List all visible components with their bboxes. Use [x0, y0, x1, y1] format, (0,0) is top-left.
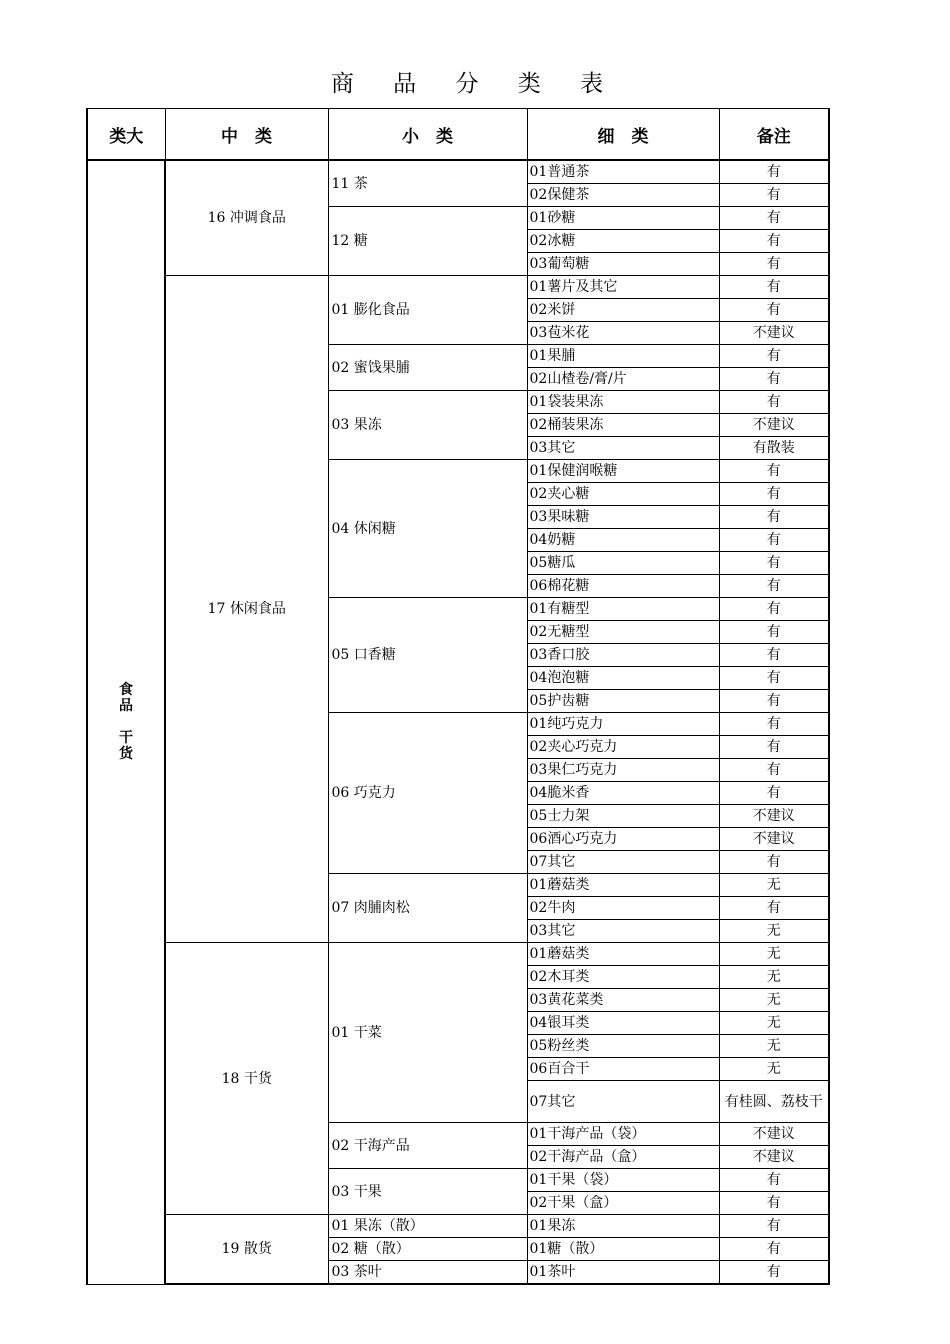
mid-category-19: 19 散货	[165, 1215, 328, 1285]
fine-category: 05士力架	[527, 805, 719, 828]
note-cell: 无	[719, 943, 829, 966]
note-cell: 无	[719, 920, 829, 943]
small-category: 02 蜜饯果脯	[328, 345, 527, 391]
fine-category: 04奶糖	[527, 529, 719, 552]
note-cell: 无	[719, 1035, 829, 1058]
fine-category: 01茶叶	[527, 1261, 719, 1285]
fine-category: 06棉花糖	[527, 575, 719, 598]
mid-category-17: 17 休闲食品	[165, 276, 328, 943]
note-cell: 有	[719, 782, 829, 805]
note-cell: 有	[719, 529, 829, 552]
big-category-char	[88, 714, 164, 730]
big-category-cell	[87, 160, 165, 1284]
small-category: 06 巧克力	[328, 713, 527, 874]
fine-category: 07其它	[527, 851, 719, 874]
table-row	[87, 160, 829, 184]
small-category: 02 糖（散）	[328, 1238, 527, 1261]
table-row	[87, 1215, 829, 1238]
fine-category: 04银耳类	[527, 1012, 719, 1035]
fine-category: 02夹心巧克力	[527, 736, 719, 759]
fine-category: 02木耳类	[527, 966, 719, 989]
page-title: 商 品 分 类 表	[330, 71, 620, 97]
fine-category: 02冰糖	[527, 230, 719, 253]
note-cell: 有	[719, 736, 829, 759]
mid-category-16: 16 冲调食品	[165, 160, 328, 276]
fine-category: 02桶装果冻	[527, 414, 719, 437]
small-category: 12 糖	[328, 207, 527, 276]
mid-category-18: 18 干货	[165, 943, 328, 1215]
fine-category: 01袋装果冻	[527, 391, 719, 414]
note-cell: 有	[719, 621, 829, 644]
note-cell: 有	[719, 184, 829, 207]
fine-category: 02夹心糖	[527, 483, 719, 506]
note-cell: 有	[719, 345, 829, 368]
fine-category: 01干果（袋）	[527, 1169, 719, 1192]
note-cell: 有散装	[719, 437, 829, 460]
note-cell: 有	[719, 483, 829, 506]
note-cell: 不建议	[719, 1146, 829, 1169]
note-cell: 有	[719, 713, 829, 736]
note-cell: 有	[719, 207, 829, 230]
fine-category: 01保健润喉糖	[527, 460, 719, 483]
fine-category: 01果冻	[527, 1215, 719, 1238]
note-cell: 不建议	[719, 1123, 829, 1146]
fine-category: 01纯巧克力	[527, 713, 719, 736]
small-category: 03 茶叶	[328, 1261, 527, 1285]
fine-category: 01干海产品（袋）	[527, 1123, 719, 1146]
fine-category: 03香口胶	[527, 644, 719, 667]
table-row	[87, 276, 829, 299]
fine-category: 02保健茶	[527, 184, 719, 207]
note-cell: 有	[719, 690, 829, 713]
fine-category: 01蘑菇类	[527, 874, 719, 897]
small-category: 07 肉脯肉松	[328, 874, 527, 943]
small-category: 01 膨化食品	[328, 276, 527, 345]
note-cell: 有	[719, 575, 829, 598]
note-cell: 有	[719, 460, 829, 483]
fine-category: 05粉丝类	[527, 1035, 719, 1058]
fine-category: 01砂糖	[527, 207, 719, 230]
fine-category: 06酒心巧克力	[527, 828, 719, 851]
fine-category: 03其它	[527, 920, 719, 943]
note-cell: 有	[719, 299, 829, 322]
note-cell: 有	[719, 506, 829, 529]
small-category: 01 干菜	[328, 943, 527, 1123]
fine-category: 06百合干	[527, 1058, 719, 1081]
header-fine: 细 类	[527, 109, 719, 161]
fine-category: 02干果（盒）	[527, 1192, 719, 1215]
note-cell: 有	[719, 160, 829, 184]
header-big: 类大	[87, 109, 165, 161]
note-cell: 有	[719, 552, 829, 575]
small-category: 02 干海产品	[328, 1123, 527, 1169]
fine-category: 03果味糖	[527, 506, 719, 529]
note-cell: 有桂圆、荔枝干	[719, 1081, 829, 1123]
note-cell: 无	[719, 874, 829, 897]
small-category: 01 果冻（散）	[328, 1215, 527, 1238]
note-cell: 有	[719, 368, 829, 391]
fine-category: 01蘑菇类	[527, 943, 719, 966]
fine-category: 03黄花菜类	[527, 989, 719, 1012]
note-cell: 有	[719, 1169, 829, 1192]
small-category: 03 干果	[328, 1169, 527, 1215]
fine-category: 05护齿糖	[527, 690, 719, 713]
small-category: 05 口香糖	[328, 598, 527, 713]
fine-category: 01糖（散）	[527, 1238, 719, 1261]
note-cell: 有	[719, 1238, 829, 1261]
table-row	[87, 943, 829, 966]
note-cell: 有	[719, 230, 829, 253]
fine-category: 03果仁巧克力	[527, 759, 719, 782]
note-cell: 不建议	[719, 322, 829, 345]
fine-category: 04脆米香	[527, 782, 719, 805]
note-cell: 有	[719, 667, 829, 690]
big-category-char: 品	[119, 698, 133, 715]
note-cell: 有	[719, 1215, 829, 1238]
note-cell: 无	[719, 1058, 829, 1081]
note-cell: 有	[719, 1192, 829, 1215]
category-table	[86, 108, 830, 1285]
fine-category: 01普通茶	[527, 160, 719, 184]
fine-category: 02山楂卷/膏/片	[527, 368, 719, 391]
fine-category: 03苞米花	[527, 322, 719, 345]
fine-category: 03其它	[527, 437, 719, 460]
note-cell: 有	[719, 644, 829, 667]
note-cell: 无	[719, 989, 829, 1012]
header-small: 小 类	[328, 109, 527, 161]
fine-category: 07其它	[527, 1081, 719, 1123]
big-category-char: 干	[119, 730, 133, 747]
note-cell: 有	[719, 391, 829, 414]
note-cell: 有	[719, 253, 829, 276]
header-note: 备注	[719, 109, 829, 161]
note-cell: 有	[719, 276, 829, 299]
table-header-row	[87, 109, 829, 161]
fine-category: 02无糖型	[527, 621, 719, 644]
fine-category: 04泡泡糖	[527, 667, 719, 690]
fine-category: 02牛肉	[527, 897, 719, 920]
header-mid: 中 类	[165, 109, 328, 161]
fine-category: 02米饼	[527, 299, 719, 322]
note-cell: 有	[719, 851, 829, 874]
fine-category: 05糖瓜	[527, 552, 719, 575]
big-category-char: 货	[119, 746, 133, 763]
small-category: 03 果冻	[328, 391, 527, 460]
note-cell: 无	[719, 966, 829, 989]
note-cell: 有	[719, 897, 829, 920]
note-cell: 有	[719, 598, 829, 621]
note-cell: 不建议	[719, 828, 829, 851]
fine-category: 01果脯	[527, 345, 719, 368]
note-cell: 不建议	[719, 414, 829, 437]
fine-category: 02干海产品（盒）	[527, 1146, 719, 1169]
small-category: 04 休闲糖	[328, 460, 527, 598]
fine-category: 01薯片及其它	[527, 276, 719, 299]
note-cell: 不建议	[719, 805, 829, 828]
note-cell: 无	[719, 1012, 829, 1035]
fine-category: 03葡萄糖	[527, 253, 719, 276]
note-cell: 有	[719, 759, 829, 782]
note-cell: 有	[719, 1261, 829, 1285]
fine-category: 01有糖型	[527, 598, 719, 621]
small-category: 11 茶	[328, 160, 527, 207]
big-category-char: 食	[119, 682, 133, 699]
